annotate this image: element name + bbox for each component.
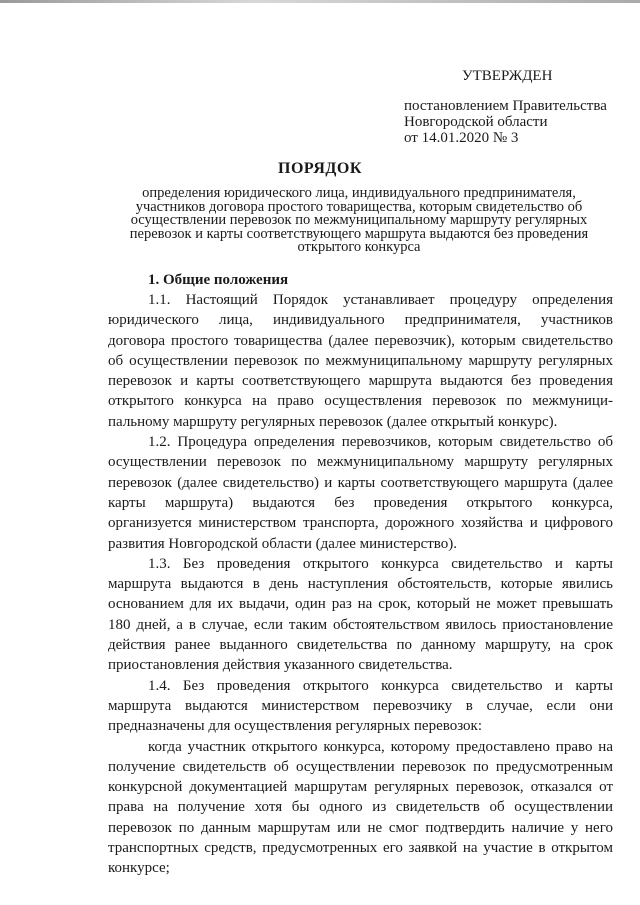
paragraph-line: транспортных средств, предусмотренных его заявкой на участие в открытом: [108, 840, 613, 857]
paragraph-line: 1.4. Без проведения открытого конкурса свидетельство и карты: [148, 677, 613, 694]
paragraph-line: осуществлении перевозок по межмуниципальному маршруту регулярных: [108, 454, 613, 471]
subtitle-line: участников договора простого товарищества, которым свидетельство об: [135, 198, 583, 215]
section-body: [108, 290, 613, 879]
paragraph-line: пальному маршруту регулярных перевозок (далее открытый конкурс).: [108, 413, 558, 430]
approval-line: Новгородской области: [404, 114, 548, 130]
paragraph-line: маршрута выдаются в день наступления обстоятельств, которые явились: [108, 576, 613, 593]
approval-stamp: [404, 68, 607, 146]
paragraph-line: перевозок по данным маршрутам или не смог подтвердить наличие у него: [108, 819, 613, 836]
section-heading: 1. Общие положения: [148, 272, 289, 288]
document-title: ПОРЯДОК: [278, 160, 362, 177]
paragraph-line: приостановления действия указанного свидетельства.: [108, 657, 453, 674]
subtitle-line: перевозок и карты соответствующего маршрута выдаются без проведения: [129, 225, 589, 242]
approval-line: от 14.01.2020 № 3: [404, 130, 519, 146]
paragraph-line: развития Новгородской области (далее министерство).: [108, 535, 458, 552]
paragraph-line: договора простого товарищества (далее перевозчик), которым свидетельство: [108, 332, 613, 349]
paragraph-line: получение свидетельств об осуществлении перевозок по предусмотренным: [108, 758, 613, 775]
paragraph-line: основанием для их выдачи, один раз на срок, который не может превышать: [108, 596, 613, 613]
paragraph-line: 1.3. Без проведения открытого конкурса свидетельство и карты: [148, 555, 613, 572]
approval-title: УТВЕРЖДЕН: [462, 68, 553, 84]
paragraph-line: организуется министерством транспорта, дорожного хозяйства и цифрового: [108, 515, 613, 532]
paragraph-line: перевозок и карты соответствующего маршрута выдаются без проведения: [108, 373, 613, 390]
paragraph-line: открытого конкурса на право осуществления перевозок по межмуници-: [108, 393, 613, 410]
paragraph-line: 180 дней, а в случае, если таким обстоятельством явилось приостановление: [108, 616, 613, 633]
scan-edge: [0, 0, 640, 3]
subtitle-line: осуществлении перевозок по межмуниципальному маршруту регулярных: [130, 212, 588, 228]
paragraph-line: конкурсе;: [108, 860, 170, 877]
paragraph-line: маршрута выдаются министерством перевозчику в случае, если они: [108, 697, 613, 714]
paragraph-line: действия ранее выданного свидетельства по данному маршруту, на срок: [108, 637, 613, 654]
paragraph-line: 1.1. Настоящий Порядок устанавливает процедуру определения: [148, 292, 613, 308]
paragraph-line: конкурсной документацией маршрутам регулярных перевозок, отказался от: [108, 779, 613, 796]
document-subtitle: [108, 187, 610, 255]
paragraph-line: об осуществлении перевозок по межмуниципальному маршруту регулярных: [108, 352, 613, 369]
approval-line: постановлением Правительства: [404, 98, 607, 114]
paragraph-line: карты маршрута) выдаются без проведения открытого конкурса,: [108, 494, 613, 511]
paragraph-line: права на получение хотя бы одного из свидетельств об осуществлении: [108, 799, 613, 816]
paragraph-line: перевозок (далее свидетельство) и карты соответствующего маршрута (далее: [108, 474, 613, 491]
paragraph-line: предназначены для осуществления регулярных перевозок:: [108, 718, 483, 735]
paragraph-line: юридического лица, индивидуального предпринимателя, участников: [108, 312, 613, 329]
paragraph-line: 1.2. Процедура определения перевозчиков, которым свидетельство об: [148, 434, 613, 451]
paragraph-line: когда участник открытого конкурса, которому предоставлено право на: [148, 738, 613, 755]
subtitle-line: определения юридического лица, индивидуального предпринимателя,: [142, 185, 576, 201]
subtitle-line: открытого конкурса: [297, 239, 421, 255]
